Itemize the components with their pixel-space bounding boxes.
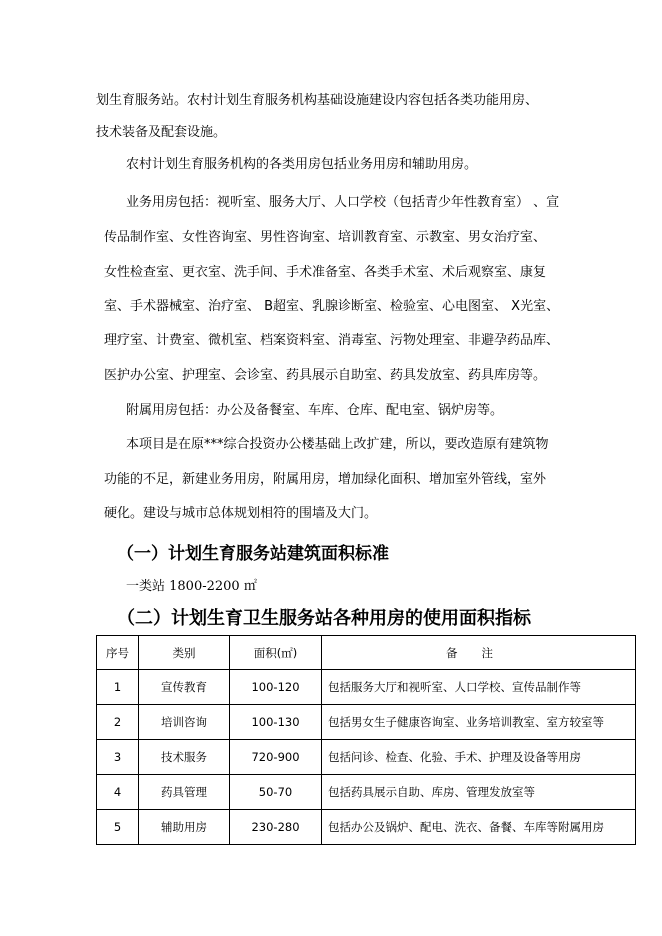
cell-category: 辅助用房 bbox=[139, 810, 230, 845]
paragraph-line: 硬化。建设与城市总体规划相符的围墙及大门。 bbox=[104, 506, 378, 521]
paragraph-line: 附属用房包括：办公及备餐室、车库、仓库、配电室、锅炉房等。 bbox=[126, 403, 504, 418]
cell-area: 230-280 bbox=[230, 810, 322, 845]
cell-no: 3 bbox=[97, 740, 139, 775]
cell-category: 技术服务 bbox=[139, 740, 230, 775]
section-heading-1: （一）计划生育服务站建筑面积标准 bbox=[117, 544, 389, 564]
cell-note: 包括药具展示自助、库房、管理发放室等 bbox=[322, 775, 636, 810]
paragraph-line: 传品制作室、女性咨询室、男性咨询室、培训教育室、示教室、男女治疗室、 bbox=[104, 230, 547, 245]
class-line: 一类站 1800-2200 ㎡ bbox=[126, 579, 257, 594]
cell-no: 4 bbox=[97, 775, 139, 810]
cell-category: 药具管理 bbox=[139, 775, 230, 810]
cell-category: 培训咨询 bbox=[139, 705, 230, 740]
paragraph-line: 技术装备及配套设施。 bbox=[96, 125, 227, 140]
cell-note: 包括男女生子健康咨询室、业务培训教室、室方较室等 bbox=[322, 705, 636, 740]
section-heading-2: （二）计划生育卫生服务站各种用房的使用面积指标 bbox=[117, 608, 531, 629]
paragraph-line: 女性检查室、更衣室、洗手间、手术准备室、各类手术室、术后观察室、康复 bbox=[104, 265, 547, 280]
cell-note: 包括问诊、检查、化验、手术、护理及设备等用房 bbox=[322, 740, 636, 775]
header-category: 类别 bbox=[139, 636, 230, 670]
header-no: 序号 bbox=[97, 636, 139, 670]
cell-note: 包括办公及锅炉、配电、洗衣、备餐、车库等附属用房 bbox=[322, 810, 636, 845]
table-row bbox=[97, 775, 636, 810]
cell-no: 1 bbox=[97, 670, 139, 705]
header-note: 备注 bbox=[322, 636, 636, 670]
paragraph-line: 医护办公室、护理室、会诊室、药具展示自助室、药具发放室、药具库房等。 bbox=[104, 368, 547, 383]
cell-no: 2 bbox=[97, 705, 139, 740]
cell-area: 100-120 bbox=[230, 670, 322, 705]
cell-category: 宣传教育 bbox=[139, 670, 230, 705]
cell-area: 50-70 bbox=[230, 775, 322, 810]
paragraph-line: 功能的不足，新建业务用房，附属用房，增加绿化面积、增加室外管线，室外 bbox=[104, 472, 547, 487]
paragraph-line: 划生育服务站。农村计划生育服务机构基础设施建设内容包括各类功能用房、 bbox=[96, 93, 539, 108]
paragraph-line: 室、手术器械室、治疗室、 B超室、乳腺诊断室、检验室、心电图室、 X光室、 bbox=[104, 299, 560, 314]
paragraph-line: 理疗室、计费室、微机室、档案资料室、消毒室、污物处理室、非避孕药品库、 bbox=[104, 333, 560, 348]
header-area: 面积(㎡) bbox=[230, 636, 322, 670]
paragraph-line: 农村计划生育服务机构的各类用房包括业务用房和辅助用房。 bbox=[126, 157, 478, 172]
paragraph-line: 本项目是在原***综合投资办公楼基础上改扩建，所以，要改造原有建筑物 bbox=[126, 437, 549, 452]
cell-area: 100-130 bbox=[230, 705, 322, 740]
area-table bbox=[96, 635, 636, 845]
table-row bbox=[97, 740, 636, 775]
table-header-row bbox=[97, 636, 636, 670]
cell-area: 720-900 bbox=[230, 740, 322, 775]
table-row bbox=[97, 810, 636, 845]
cell-note: 包括服务大厅和视听室、人口学校、宣传品制作等 bbox=[322, 670, 636, 705]
table-row bbox=[97, 670, 636, 705]
table-row bbox=[97, 705, 636, 740]
cell-no: 5 bbox=[97, 810, 139, 845]
paragraph-line: 业务用房包括：视听室、服务大厅、人口学校（包括青少年性教育室） 、宣 bbox=[126, 195, 560, 210]
